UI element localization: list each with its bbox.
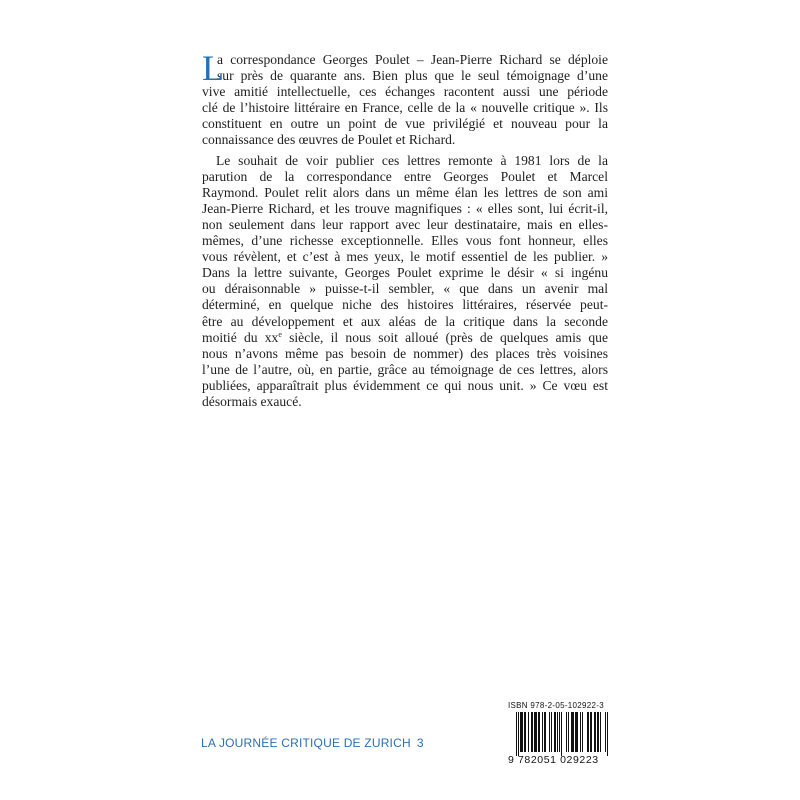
collection-number: 3 xyxy=(416,736,424,750)
text-line: constituent en outre un point de vue privilégié et nouveau pour la xyxy=(202,116,608,132)
text-line: l’une de l’autre, où, en partie, grâce au témoignage de ces lettres, alors xyxy=(202,361,608,377)
text-line: désormais exaucé. xyxy=(202,393,302,409)
text-line: parution de la correspondance entre Georges Poulet et Marcel xyxy=(202,168,608,184)
text-line: vive amitié intellectuelle, ces échanges racontent aussi une période xyxy=(202,84,608,100)
isbn-label: ISBN 978-2-05-102922-3 xyxy=(508,701,604,710)
barcode-digits: 9 782051 029223 xyxy=(508,754,599,766)
text-line: nous n’avons même pas besoin de nommer) des places très voisines xyxy=(202,345,608,361)
text-line: déterminé, en quelque niche des histoires littéraires, réservée peut- xyxy=(202,297,608,313)
text-line: L a correspondance Georges Poulet – Jean-Pierre Richard se déploie xyxy=(202,48,608,88)
text-line: Dans la lettre suivante, Georges Poulet exprime le désir « si ingénu xyxy=(202,265,608,281)
text-line: publiées, apparaîtrait plus évidemment ce qui nous unit. » Ce vœu est xyxy=(202,377,608,393)
text-line: clé de l’histoire littéraire en France, celle de la « nouvelle critique ». Ils xyxy=(202,100,608,116)
drop-cap: L xyxy=(202,48,224,88)
paragraph-1 xyxy=(202,48,608,149)
text-line: ou déraisonnable » puisse-t-il sembler, « que dans un avenir mal xyxy=(202,281,608,297)
barcode-icon xyxy=(508,712,614,756)
text-line: non seulement dans leur rapport avec leur destinataire, mais en elles- xyxy=(202,216,608,232)
text-line: connaissance des œuvres de Poulet et Richard. xyxy=(202,132,456,148)
back-cover-text xyxy=(202,48,608,410)
text-line: vous révèlent, et c’est à mes yeux, le motif essentiel de les publier. » xyxy=(202,249,608,265)
text-line: moitié du $xx^e$ siècle, il nous soit alloué (près de quelques amis que xyxy=(202,329,608,345)
text-line: Jean-Pierre Richard, et les trouve magnifiques : « elles sont, lui écrit-il, xyxy=(202,200,608,216)
text-line: Le souhait de voir publier ces lettres remonte à 1981 lors de la xyxy=(216,152,608,168)
isbn-barcode xyxy=(508,701,614,767)
collection-name: LA JOURNÉE CRITIQUE DE ZURICH 3 xyxy=(201,736,424,750)
text-line: mêmes, d’une richesse exceptionnelle. Elles vous font honneur, elles xyxy=(202,233,608,249)
text-line: sur près de quarante ans. Bien plus que le seul témoignage d’une xyxy=(217,68,608,84)
text-line: Raymond. Poulet relit alors dans un même élan les lettres de son ami xyxy=(202,184,608,200)
text-line: être au développement et aux aléas de la critique dans la seconde xyxy=(202,313,608,329)
paragraph-2 xyxy=(202,153,608,411)
